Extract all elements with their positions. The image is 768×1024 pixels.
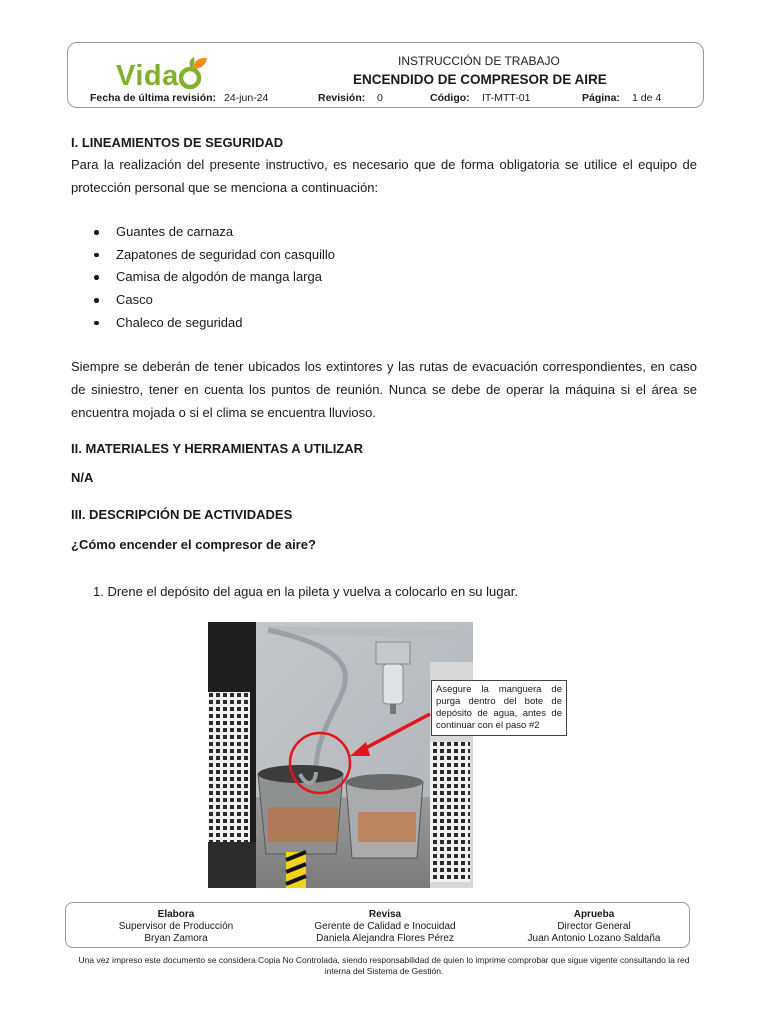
page-label: Página: — [582, 92, 620, 104]
footer-aprueba — [494, 909, 694, 945]
revision-date-label: Fecha de última revisión: — [90, 92, 217, 104]
list-item: Casco — [71, 289, 335, 312]
revision-date-value: 24-jun-24 — [224, 92, 269, 104]
section-2-value: N/A — [71, 470, 94, 485]
footer-elabora — [76, 909, 276, 945]
document-meta-row — [90, 92, 690, 106]
list-item: Camisa de algodón de manga larga — [71, 266, 335, 289]
ppe-list — [71, 221, 335, 334]
uncontrolled-copy-disclaimer: Una vez impreso este documento se considera Copia No Controlada, siendo responsabilidad de quien lo imprime comprobar que sigue vigente consultando la red interna del Sistema de Gestión. — [78, 955, 690, 976]
document-type: INSTRUCCIÓN DE TRABAJO — [398, 54, 560, 68]
logo-wordmark: Vida — [116, 60, 179, 92]
revisa-role: Gerente de Calidad e Inocuidad — [314, 921, 456, 932]
section-3-question: ¿Cómo encender el compresor de aire? — [71, 537, 316, 552]
logo-leaf-icon — [179, 55, 209, 91]
aprueba-title: Aprueba — [573, 909, 615, 920]
revisa-title: Revisa — [368, 909, 402, 920]
company-logo — [116, 55, 209, 91]
document-title: ENCENDIDO DE COMPRESOR DE AIRE — [353, 72, 607, 87]
code-label: Código: — [430, 92, 470, 104]
photo-illustration — [208, 622, 473, 888]
section-1-intro: Para la realización del presente instructivo, es necesario que de forma obligatoria se utilice el equipo de protección personal que se menciona a continuación: — [71, 157, 697, 195]
document-header — [67, 42, 704, 108]
section-3-heading: III. DESCRIPCIÓN DE ACTIVIDADES — [71, 507, 293, 522]
page-value: 1 de 4 — [632, 92, 662, 104]
section-1-heading: I. LINEAMIENTOS DE SEGURIDAD — [71, 135, 284, 150]
elabora-title: Elabora — [157, 909, 195, 920]
list-item: Zapatones de seguridad con casquillo — [71, 244, 335, 267]
compressor-drain-photo — [208, 622, 562, 888]
section-1-closing: Siempre se deberán de tener ubicados los extintores y las rutas de evacuación correspondientes, en caso de siniestro, tener en cuenta los puntos de reunión. Nunca se debe de operar la máquina si el área se encuentra mojada o si el clima se encuentra lluvioso. — [71, 359, 697, 420]
list-item: Chaleco de seguridad — [71, 312, 335, 335]
section-2-heading: II. MATERIALES Y HERRAMIENTAS A UTILIZAR — [71, 441, 364, 456]
photo-callout: Asegure la manguera de purga dentro del bote de depósito de agua, antes de continuar con el paso #2 — [431, 680, 567, 736]
signature-footer — [65, 902, 690, 948]
footer-revisa — [285, 909, 485, 945]
aprueba-name: Juan Antonio Lozano Saldaña — [527, 933, 661, 944]
aprueba-role: Director General — [557, 921, 631, 932]
revisa-name: Daniela Alejandra Flores Pérez — [316, 933, 454, 944]
step-1-text: 1. Drene el depósito del agua en la pileta y vuelva a colocarlo en su lugar. — [93, 584, 518, 599]
code-value: IT-MTT-01 — [482, 92, 531, 104]
revision-label: Revisión: — [318, 92, 366, 104]
elabora-role: Supervisor de Producción — [118, 921, 234, 932]
list-item: Guantes de carnaza — [71, 221, 335, 244]
revision-value: 0 — [377, 92, 383, 104]
elabora-name: Bryan Zamora — [144, 933, 208, 944]
